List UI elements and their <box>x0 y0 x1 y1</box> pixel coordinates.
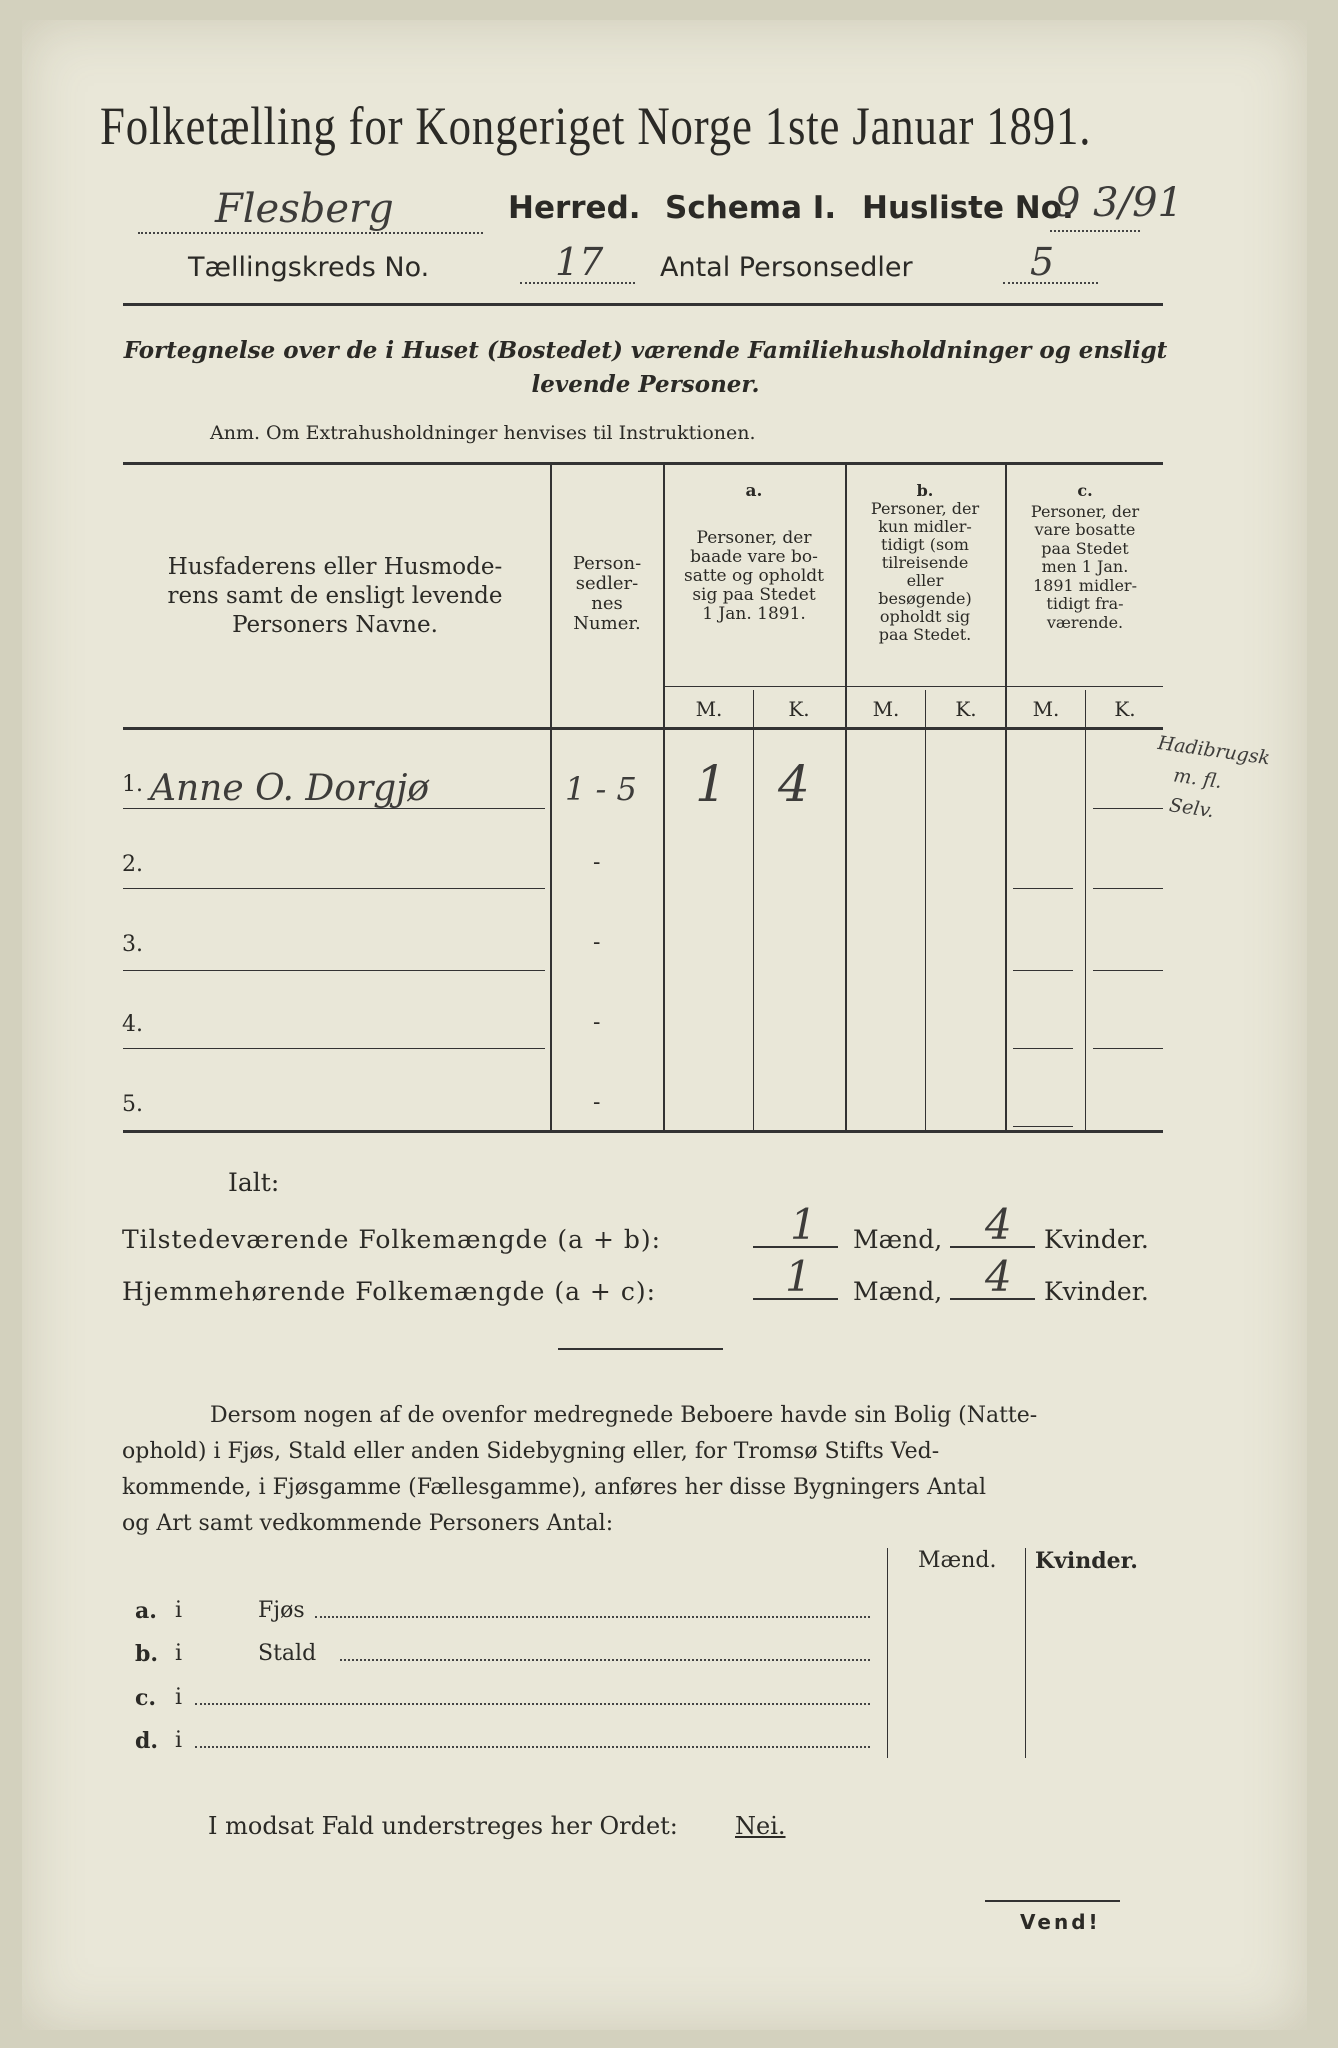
row1-number: 1. <box>122 772 143 797</box>
bolig-divider-1 <box>887 1548 888 1758</box>
bolig-line2: ophold) i Fjøs, Stald eller anden Sidebygning eller, for Tromsø Stifts Ved- <box>122 1439 940 1464</box>
row1-a-k: 4 <box>778 755 810 813</box>
kreds-value: 17 <box>555 240 604 284</box>
bolig-a-dots <box>315 1612 870 1618</box>
anm-note: Anm. Om Extrahusholdninger henvises til Instruktionen. <box>210 422 756 444</box>
row3-number: 3. <box>122 932 143 957</box>
bolig-a-label: Fjøs <box>258 1598 305 1623</box>
col-header-numer <box>553 554 661 634</box>
col-c-line5: 1891 midler- <box>1033 575 1137 595</box>
a-m-label: M. <box>695 697 723 721</box>
bolig-d-letter: d. <box>135 1728 159 1754</box>
ialt-label: Ialt: <box>228 1168 280 1197</box>
col-c-line2: vare bosatte <box>1034 520 1136 539</box>
col-header-names <box>130 553 540 640</box>
section-divider <box>558 1348 723 1350</box>
table-top-rule <box>123 462 1163 465</box>
tilst-kvinder: Kvinder. <box>1044 1225 1149 1254</box>
row4-ck-dash <box>1093 1048 1163 1049</box>
husliste-value: 9 3/91 <box>1055 180 1183 226</box>
row4-name-rule <box>123 1048 545 1049</box>
row4-sedler: - <box>593 1010 601 1035</box>
hjem-maend: Mænd, <box>853 1277 943 1306</box>
row4-number: 4. <box>122 1012 143 1037</box>
col-a-line2: baade vare bo- <box>690 547 818 567</box>
hjem-kvinder: Kvinder. <box>1044 1277 1149 1306</box>
bolig-a-letter: a. <box>135 1598 157 1624</box>
col-c-line1: Personer, der <box>1030 501 1140 521</box>
intro-heading-line2: levende Personer. <box>531 371 760 398</box>
husliste-label: Husliste No. <box>862 190 1074 226</box>
herred-label: Herred. <box>508 190 641 226</box>
c-k-label: K. <box>1114 697 1136 721</box>
row3-sedler: - <box>593 930 601 955</box>
col-divider-a-mk <box>753 690 754 1131</box>
bolig-line3: kommende, i Fjøsgamme (Fællesgamme), anføres her disse Bygningers Antal <box>122 1475 986 1500</box>
tilst-label: Tilstedeværende Folkemængde (a + b): <box>122 1225 662 1254</box>
hjem-m: 1 <box>785 1252 812 1301</box>
b-k-label: K. <box>955 697 977 721</box>
bolig-c-i: i <box>175 1685 183 1710</box>
col-b-line3: tidigt (som <box>881 535 969 554</box>
row3-cm-dash <box>1013 970 1073 971</box>
row2-ck-dash <box>1093 888 1163 889</box>
hjem-k: 4 <box>985 1252 1012 1301</box>
col-b-line6: besøgende) <box>878 589 972 608</box>
vend-text: Vend! <box>1020 1910 1101 1934</box>
schema-label: Schema I. <box>665 190 837 226</box>
nei-word: Nei. <box>735 1812 786 1840</box>
intro-heading <box>123 334 1168 402</box>
col-b-line1: Personer, der <box>870 499 980 518</box>
row1-name: Anne O. Dorgjø <box>150 768 430 809</box>
row2-sedler: - <box>593 850 601 875</box>
bolig-line1: Dersom nogen af de ovenfor medregnede Beboere havde sin Bolig (Natte- <box>210 1403 1038 1428</box>
modsat-text: I modsat Fald understreges her Ordet: <box>208 1812 678 1840</box>
col-c-line6: tidigt fra- <box>1046 594 1124 613</box>
bolig-a-i: i <box>175 1598 183 1623</box>
col-a-line1: Personer, der <box>696 528 812 548</box>
header-rule <box>123 303 1163 306</box>
bolig-kvinder-head: Kvinder. <box>1035 1548 1138 1574</box>
margin-note-line1: Hadibrugsk <box>1156 731 1272 770</box>
col-name-line3: Personers Navne. <box>232 612 438 638</box>
form-title: Folketælling for Kongeriget Norge 1ste Januar 1891. <box>100 96 1092 156</box>
bolig-b-letter: b. <box>135 1641 159 1667</box>
row5-number: 5. <box>122 1092 143 1117</box>
col-b-line5: eller <box>906 571 944 590</box>
row2-cm-dash <box>1013 888 1073 889</box>
row5-cm-dash <box>1013 1126 1073 1127</box>
row2-number: 2. <box>122 852 143 877</box>
table-bottom-rule <box>123 1130 1163 1133</box>
tilst-m: 1 <box>790 1200 817 1249</box>
col-c-letter: c. <box>1077 481 1093 500</box>
col-b-line8: paa Stedet. <box>878 625 972 644</box>
col-header-b <box>847 482 1003 644</box>
bolig-divider-2 <box>1025 1548 1026 1758</box>
margin-note-line3: Selv. <box>1167 794 1216 823</box>
col-b-line4: tilreisende <box>881 553 969 572</box>
sedler-value: 5 <box>1030 240 1055 284</box>
kreds-label: Tællingskreds No. <box>188 252 430 283</box>
bolig-d-i: i <box>175 1728 183 1753</box>
table-header-rule <box>123 727 1163 730</box>
col-c-line7: værende. <box>1046 612 1124 632</box>
bolig-line4: og Art samt vedkommende Personers Antal: <box>122 1511 614 1536</box>
col-a-line4: sig paa Stedet <box>692 585 816 605</box>
col-header-c <box>1007 482 1163 632</box>
col-divider-b-mk <box>925 690 926 1131</box>
bolig-b-i: i <box>175 1641 183 1666</box>
row1-sedler: 1 - 5 <box>565 770 637 808</box>
bolig-maend-head: Mænd. <box>918 1548 997 1573</box>
bolig-d-dots <box>195 1742 870 1748</box>
a-k-label: K. <box>788 697 810 721</box>
row3-name-rule <box>123 970 545 971</box>
col-name-line1: Husfaderens eller Husmode- <box>167 554 503 580</box>
col-a-line5: 1 Jan. 1891. <box>702 604 806 624</box>
col-name-line2: rens samt de ensligt levende <box>167 583 503 609</box>
col-num-line1: Person- <box>572 553 642 574</box>
bolig-b-label: Stald <box>258 1641 317 1666</box>
col-num-line4: Numer. <box>573 613 641 634</box>
sedler-label: Antal Personsedler <box>660 252 913 283</box>
tilst-maend: Mænd, <box>853 1225 943 1254</box>
row5-sedler: - <box>593 1090 601 1115</box>
col-header-a <box>665 482 843 624</box>
intro-heading-line1: Fortegnelse over de i Huset (Bostedet) værende Familiehusholdninger og ensligt <box>123 337 1168 364</box>
mk-rule <box>663 686 1163 687</box>
col-a-letter: a. <box>745 481 763 501</box>
vend-rule <box>985 1900 1120 1902</box>
hjem-label: Hjemmehørende Folkemængde (a + c): <box>122 1277 656 1306</box>
col-b-line7: opholdt sig <box>879 607 971 626</box>
bolig-c-dots <box>195 1699 870 1705</box>
c-m-label: M. <box>1032 697 1060 721</box>
row2-name-rule <box>123 888 545 889</box>
b-m-label: M. <box>872 697 900 721</box>
col-divider-1 <box>550 463 552 1131</box>
col-a-line3: satte og opholdt <box>684 566 824 586</box>
tilst-k: 4 <box>985 1200 1012 1249</box>
herred-handwritten: Flesberg <box>215 186 394 232</box>
col-divider-c-mk <box>1085 690 1086 1131</box>
col-b-line2: kun midler- <box>878 517 972 536</box>
col-c-line4: men 1 Jan. <box>1041 557 1129 576</box>
bolig-paragraph <box>122 1398 1167 1542</box>
row3-ck-dash <box>1093 970 1163 971</box>
bolig-b-dots <box>340 1655 870 1661</box>
col-c-line3: paa Stedet <box>1041 538 1129 558</box>
row4-cm-dash <box>1013 1048 1073 1049</box>
col-num-line3: nes <box>591 593 623 614</box>
col-num-line2: sedler- <box>575 573 639 594</box>
margin-note-line2: m. fl. <box>1172 764 1224 794</box>
bolig-c-letter: c. <box>135 1685 157 1711</box>
col-b-letter: b. <box>916 481 934 500</box>
margin-note <box>1147 728 1271 833</box>
row1-a-m: 1 <box>695 755 727 813</box>
